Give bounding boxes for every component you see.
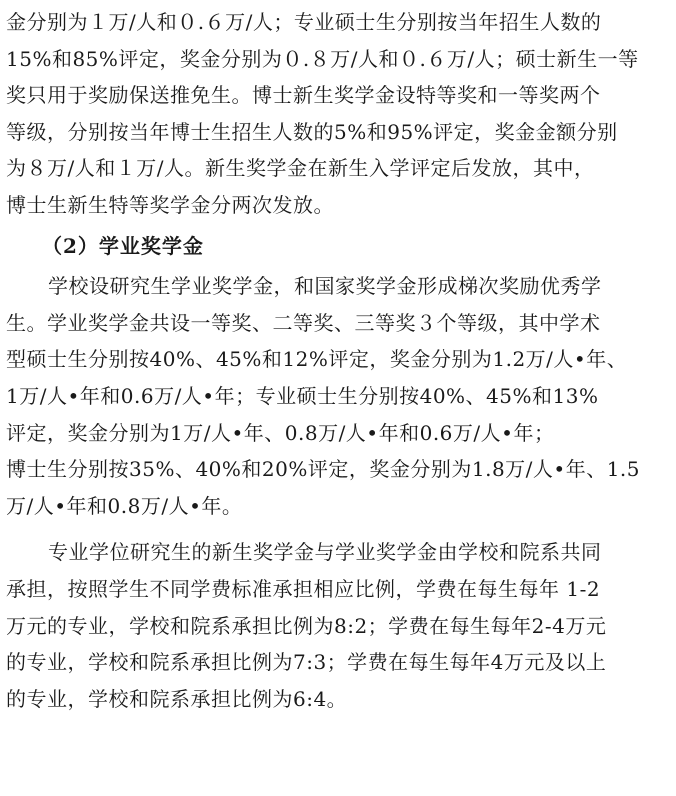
text-line: 博士生分别按35%、40%和20%评定，奖金分别为1.8万/人•年、1.5 — [6, 457, 641, 482]
text-line: 15%和85%评定，奖金分别为０.８万/人和０.６万/人；硕士新生一等 — [6, 46, 639, 71]
text-line: 1万/人•年和0.6万/人•年；专业硕士生分别按40%、45%和13% — [6, 383, 599, 408]
text-line: 万元的专业，学校和院系承担比例为8:2；学费在每生每年2-4万元 — [6, 613, 607, 638]
text-line: 生。学业奖学金共设一等奖、二等奖、三等奖３个等级，其中学术 — [6, 310, 601, 335]
text-line: 承担，按照学生不同学费标准承担相应比例，学费在每生每年 1-2 — [6, 576, 601, 601]
paragraph-academic-scholarship — [6, 268, 670, 524]
text-line: 奖只用于奖励保送推免生。博士新生奖学金设特等奖和一等奖两个 — [6, 83, 601, 108]
text-line: 万/人•年和0.8万/人•年。 — [6, 493, 243, 518]
text-line: 的专业，学校和院系承担比例为6:4。 — [6, 686, 348, 711]
text-line: 型硕士生分别按40%、45%和12%评定，奖金分别为1.2万/人•年、 — [6, 347, 628, 372]
text-line: 博士生新生特等奖学金分两次发放。 — [6, 192, 334, 217]
spacer — [6, 524, 670, 534]
paragraph-cost-sharing — [6, 534, 670, 717]
paragraph-newstudent-scholarship — [6, 4, 670, 224]
text-line: 学校设研究生学业奖学金，和国家奖学金形成梯次奖励优秀学 — [48, 274, 602, 299]
text-line: 金分别为１万/人和０.６万/人；专业硕士生分别按当年招生人数的 — [6, 10, 602, 34]
text-line: 的专业，学校和院系承担比例为7:3；学费在每生每年4万元及以上 — [6, 650, 607, 675]
text-line: 等级，分别按当年博士生招生人数的5%和95%评定，奖金金额分别 — [6, 119, 618, 144]
text-line: 为８万/人和１万/人。新生奖学金在新生入学评定后发放，其中， — [6, 156, 595, 181]
section-heading: （2）学业奖学金 — [42, 233, 204, 258]
text-line: 评定，奖金分别为1万/人•年、0.8万/人•年和0.6万/人•年； — [6, 420, 555, 445]
text-line: 专业学位研究生的新生奖学金与学业奖学金由学校和院系共同 — [48, 540, 602, 565]
